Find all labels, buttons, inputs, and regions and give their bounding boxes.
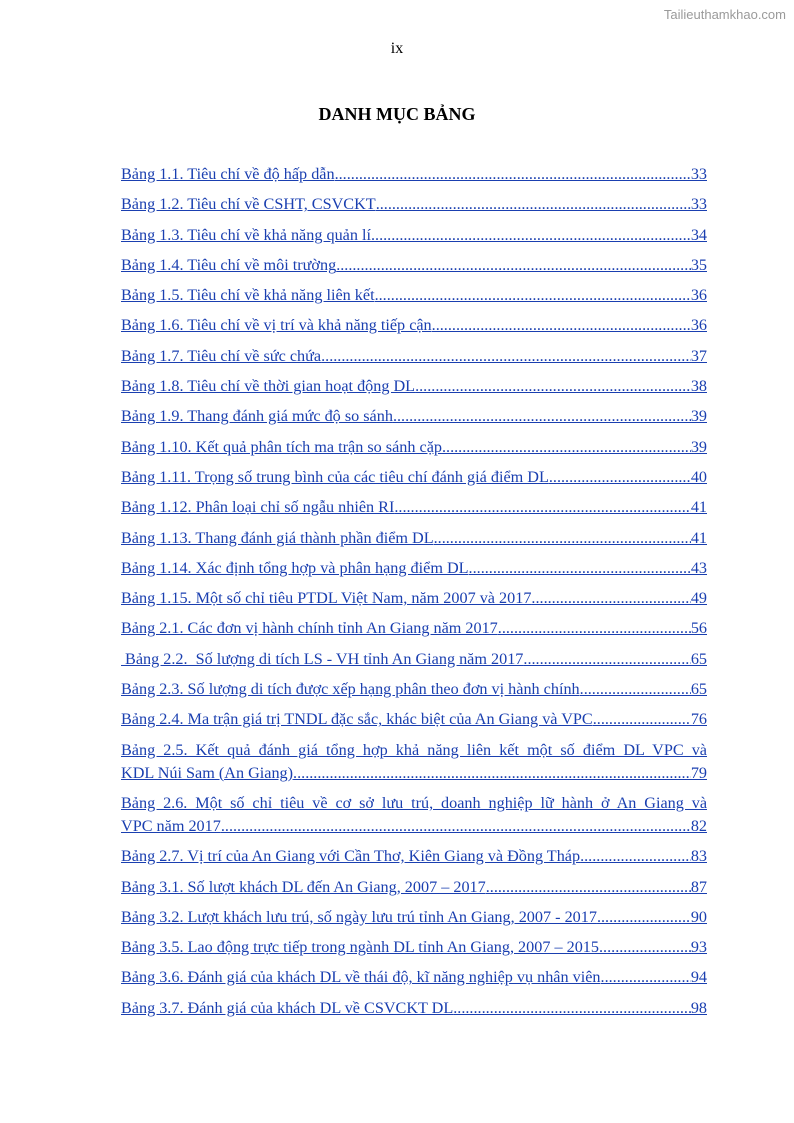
toc-entry-2-7[interactable] xyxy=(121,845,707,868)
toc-entry-1-11[interactable] xyxy=(121,466,707,489)
toc-leader xyxy=(469,557,691,580)
toc-leader xyxy=(580,845,691,868)
toc-entry-page: 49 xyxy=(690,589,707,608)
toc-entry-2-1[interactable] xyxy=(121,617,707,640)
toc-entry-3-1[interactable] xyxy=(121,876,707,899)
toc-entry-page: 33 xyxy=(690,165,707,183)
toc-entry-1-1[interactable] xyxy=(121,163,707,186)
toc-entry-1-7[interactable] xyxy=(121,345,707,368)
toc-entry-page: 76 xyxy=(690,710,707,729)
toc-leader xyxy=(434,527,691,550)
toc-entry-title: Bảng 1.12. Phân loại chỉ số ngẫu nhiên RI xyxy=(121,498,395,517)
toc-entry-page: 38 xyxy=(690,377,707,396)
toc-entry-page: 36 xyxy=(690,316,707,335)
page-title: DANH MỤC BẢNG xyxy=(318,104,476,124)
toc-entry-page: 83 xyxy=(690,847,707,866)
toc-entry-title: Bảng 1.5. Tiêu chí về khả năng liên kết xyxy=(121,286,375,305)
toc-entry-2-5[interactable] xyxy=(121,739,707,785)
toc-entry-title: Bảng 1.11. Trọng số trung bình của các tiêu chí đánh giá điểm DL xyxy=(121,467,549,486)
toc-entry-page: 65 xyxy=(690,649,707,668)
toc-entry-1-4[interactable] xyxy=(121,254,707,277)
toc-entry-page: 94 xyxy=(690,968,707,987)
toc-entry-page: 93 xyxy=(690,938,707,957)
toc-leader xyxy=(321,345,691,368)
toc-entry-1-14[interactable] xyxy=(121,557,707,580)
toc-entry-1-5[interactable] xyxy=(121,284,707,307)
toc-entry-title: Bảng 1.10. Kết quả phân tích ma trận so sánh cặp xyxy=(121,437,442,456)
toc-leader xyxy=(580,678,691,701)
toc-leader xyxy=(601,966,691,989)
page-number: ix xyxy=(390,40,404,57)
toc-entry-2-4[interactable] xyxy=(121,708,707,731)
toc-entry-page: 40 xyxy=(690,467,707,486)
toc-entry-title: Bảng 1.8. Tiêu chí về thời gian hoạt động DL xyxy=(121,377,416,396)
toc-entry-title: Bảng 2.3. Số lượng di tích được xếp hạng phân theo đơn vị hành chính xyxy=(121,680,580,699)
toc-leader xyxy=(442,436,691,459)
toc-entry-page: 87 xyxy=(690,877,707,896)
toc-entry-page: 34 xyxy=(690,225,707,244)
toc-leader xyxy=(336,254,691,277)
toc-leader xyxy=(376,193,691,216)
toc-leader xyxy=(394,496,690,519)
toc-entry-3-7[interactable] xyxy=(121,997,707,1020)
toc-entry-title: Bảng 1.6. Tiêu chí về vị trí và khả năng tiếp cận xyxy=(121,316,432,335)
toc-entry-title: Bảng 2.4. Ma trận giá trị TNDL đặc sắc, khác biệt của An Giang và VPC xyxy=(121,710,593,729)
toc-entry-page: 90 xyxy=(690,907,707,926)
toc-leader xyxy=(221,815,691,838)
toc-entry-page: 37 xyxy=(690,346,707,365)
toc-leader xyxy=(371,224,691,247)
toc-entry-1-2[interactable] xyxy=(121,193,707,216)
toc-entry-1-9[interactable] xyxy=(121,405,707,428)
toc-entry-title: Bảng 2.7. Vị trí của An Giang với Cần Thơ, Kiên Giang và Đồng Tháp xyxy=(121,847,581,866)
toc-entry-page: 36 xyxy=(690,286,707,305)
toc-entry-title: Bảng 3.5. Lao động trực tiếp trong ngành DL tỉnh An Giang, 2007 – 2015 xyxy=(121,938,599,957)
toc-entry-2-3[interactable] xyxy=(121,678,707,701)
toc-entry-title: Bảng 3.7. Đánh giá của khách DL về CSVCKT DL xyxy=(121,998,454,1017)
toc-entry-title: Bảng 1.3. Tiêu chí về khả năng quản lí xyxy=(121,225,371,244)
toc-entry-1-12[interactable] xyxy=(121,496,707,519)
toc-entry-title: Bảng 1.7. Tiêu chí về sức chứa xyxy=(121,346,322,365)
toc-entry-3-5[interactable] xyxy=(121,936,707,959)
toc-entry-title: Bảng 1.1. Tiêu chí về độ hấp dẫn xyxy=(121,165,335,183)
toc-entry-3-2[interactable] xyxy=(121,906,707,929)
toc-entry-title: Bảng 2.2. Số lượng di tích LS - VH tỉnh An Giang năm 2017 xyxy=(121,649,524,668)
toc-leader xyxy=(293,762,691,785)
toc-entry-title: Bảng 1.13. Thang đánh giá thành phần điểm DL xyxy=(121,528,434,547)
table-of-contents xyxy=(121,163,707,1027)
toc-entry-page: 79 xyxy=(690,763,707,782)
toc-leader xyxy=(375,284,691,307)
toc-entry-title: Bảng 1.2. Tiêu chí về CSHT, CSVCKT xyxy=(121,195,376,214)
toc-entry-3-6[interactable] xyxy=(121,966,707,989)
toc-entry-page: 33 xyxy=(690,195,707,214)
toc-entry-1-3[interactable] xyxy=(121,224,707,247)
toc-entry-title-line2: VPC năm 2017 xyxy=(121,816,221,835)
toc-leader xyxy=(453,997,691,1020)
toc-entry-line2 xyxy=(121,815,707,838)
toc-leader xyxy=(593,708,691,731)
toc-entry-title: Bảng 3.2. Lượt khách lưu trú, số ngày lưu trú tỉnh An Giang, 2007 - 2017 xyxy=(121,907,597,926)
toc-entry-page: 39 xyxy=(690,407,707,426)
toc-leader xyxy=(523,648,690,671)
toc-entry-title-line1: Bảng 2.6. Một số chỉ tiêu về cơ sở lưu trú, doanh nghiệp lữ hành ở An Giang và xyxy=(121,793,707,812)
toc-entry-page: 41 xyxy=(690,498,707,517)
toc-entry-title: Bảng 1.4. Tiêu chí về môi trường xyxy=(121,255,337,274)
toc-entry-2-2[interactable] xyxy=(121,648,707,671)
toc-entry-line2 xyxy=(121,762,707,785)
toc-entry-title: Bảng 1.15. Một số chỉ tiêu PTDL Việt Nam, năm 2007 và 2017 xyxy=(121,589,532,608)
toc-entry-page: 65 xyxy=(690,680,707,699)
toc-entry-1-10[interactable] xyxy=(121,436,707,459)
toc-leader xyxy=(486,876,691,899)
toc-leader xyxy=(335,163,691,186)
toc-entry-page: 43 xyxy=(690,558,707,577)
toc-entry-2-6[interactable] xyxy=(121,792,707,838)
toc-leader xyxy=(599,936,691,959)
toc-leader xyxy=(597,906,691,929)
toc-entry-1-6[interactable] xyxy=(121,314,707,337)
toc-entry-1-15[interactable] xyxy=(121,587,707,610)
toc-entry-title: Bảng 1.9. Thang đánh giá mức độ so sánh xyxy=(121,407,393,426)
toc-leader xyxy=(393,405,691,428)
toc-leader xyxy=(432,314,691,337)
toc-leader xyxy=(415,375,691,398)
toc-leader xyxy=(498,617,691,640)
toc-entry-title: Bảng 3.1. Số lượt khách DL đến An Giang, 2007 – 2017 xyxy=(121,877,486,896)
toc-entry-page: 39 xyxy=(690,437,707,456)
toc-entry-title: Bảng 3.6. Đánh giá của khách DL về thái độ, kĩ năng nghiệp vụ nhân viên xyxy=(121,968,601,987)
toc-leader xyxy=(531,587,690,610)
toc-entry-title-line2: KDL Núi Sam (An Giang) xyxy=(121,763,294,782)
toc-entry-1-8[interactable] xyxy=(121,375,707,398)
toc-entry-page: 41 xyxy=(690,528,707,547)
toc-leader xyxy=(549,466,691,489)
toc-entry-page: 35 xyxy=(690,255,707,274)
toc-entry-title: Bảng 2.1. Các đơn vị hành chính tỉnh An Giang năm 2017 xyxy=(121,619,498,638)
toc-entry-page: 98 xyxy=(690,998,707,1017)
toc-entry-page: 82 xyxy=(690,816,707,835)
toc-entry-title-line1: Bảng 2.5. Kết quả đánh giá tổng hợp khả năng liên kết một số điểm DL VPC và xyxy=(121,740,707,759)
toc-entry-1-13[interactable] xyxy=(121,527,707,550)
watermark-text: Tailieuthamkhao.com xyxy=(663,7,786,22)
toc-entry-title: Bảng 1.14. Xác định tổng hợp và phân hạng điểm DL xyxy=(121,558,469,577)
toc-entry-page: 56 xyxy=(690,619,707,638)
